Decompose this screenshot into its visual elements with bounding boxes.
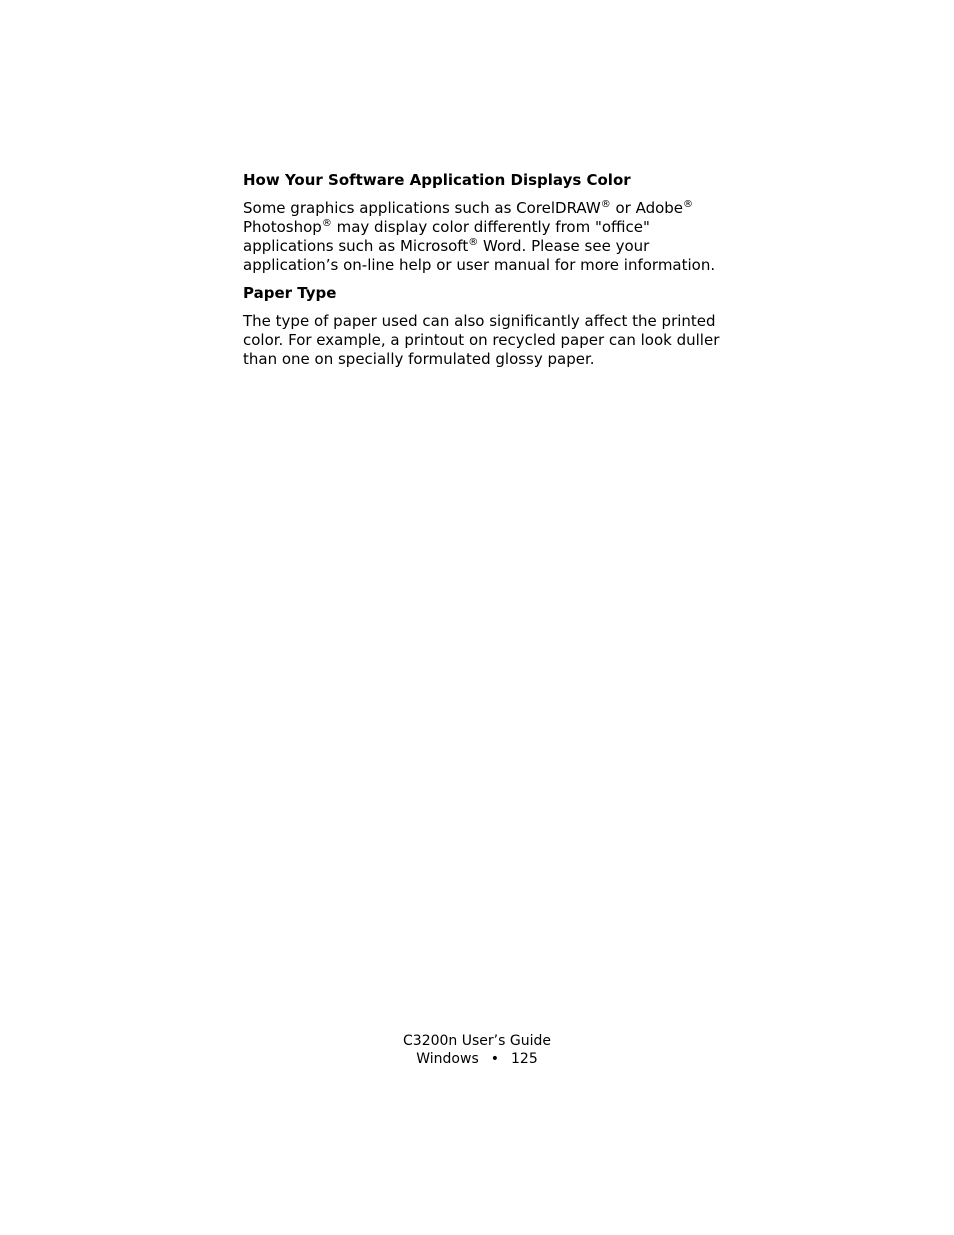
paragraph-text: Photoshop [243,218,322,236]
page-content [243,171,743,378]
paragraph-text: may display color differently from "office" applications such as Microsoft [243,218,650,255]
footer-guide-title: C3200n User’s Guide [403,1033,551,1049]
footer-page-info [0,1050,954,1068]
registered-mark: ® [683,199,694,210]
footer-separator: • [490,1051,500,1067]
paragraph-text: Word. Please see your application’s on-line help or user manual for more information. [243,237,716,274]
section-heading-software-color: How Your Software Application Displays Color [243,171,631,189]
paragraph-paper-type: The type of paper used can also significantly affect the printed color. For example, a printout on recycled paper can look duller than one on specially formulated glossy paper. [243,312,720,368]
page-footer [0,1032,954,1068]
paragraph-software-color [243,199,743,275]
footer-page-number: 125 [511,1051,538,1067]
registered-mark: ® [600,199,611,210]
registered-mark: ® [468,237,479,248]
footer-chapter: Windows [416,1051,479,1067]
paragraph-text: or Adobe [610,199,684,217]
registered-mark: ® [321,218,332,229]
section-heading-paper-type: Paper Type [243,284,337,302]
paragraph-text: Some graphics applications such as CorelDRAW [243,199,601,217]
